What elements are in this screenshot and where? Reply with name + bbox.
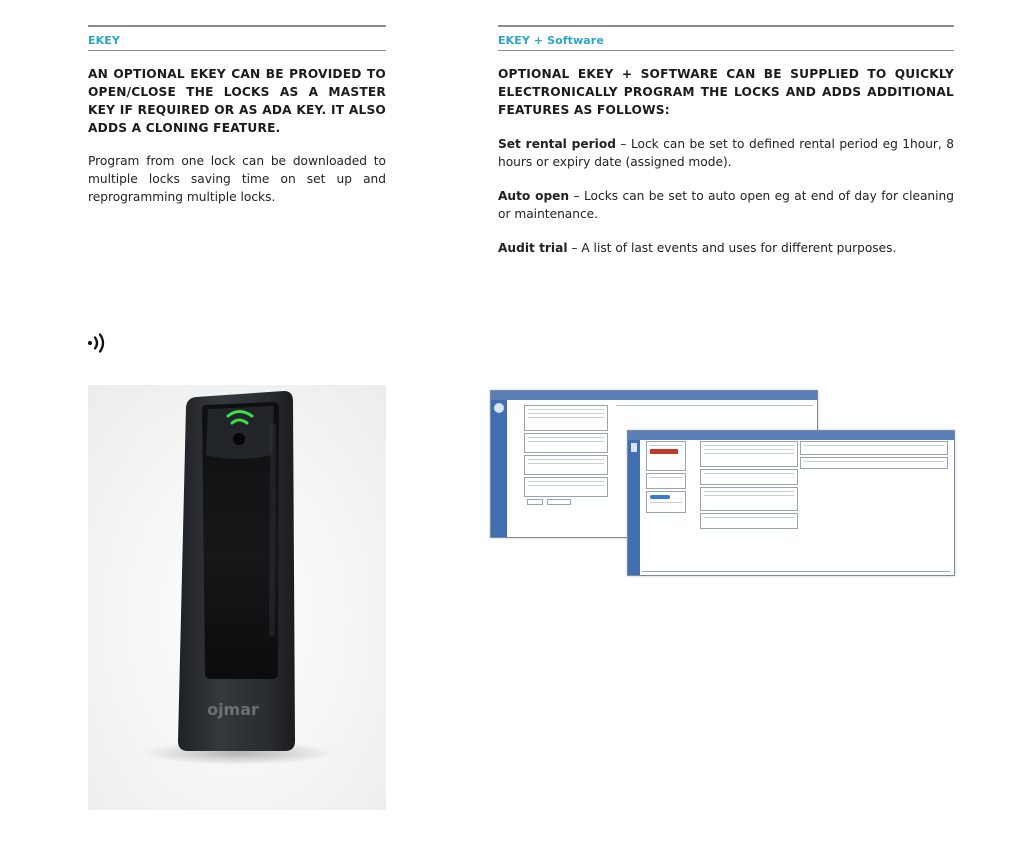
feature-name: Auto open (498, 189, 570, 203)
software-screenshot (490, 390, 956, 578)
brand-logo: ojmar (207, 700, 259, 719)
gear-icon (494, 403, 504, 413)
section-bottom-rule (498, 50, 954, 51)
feature-text: – Locks can be set to auto open eg at end of day for cleaning or maintenance. (498, 189, 954, 221)
feature-text: – A list of last events and uses for different purposes. (567, 241, 897, 255)
feature-name: Set rental period (498, 137, 616, 151)
feature-name: Audit trial (498, 241, 568, 255)
feature-text: – Lock can be set to defined rental period eg 1hour, 8 hours or expiry date (assigned mode). (498, 137, 955, 169)
software-window-front (627, 430, 955, 576)
contactless-signal-icon (86, 331, 110, 355)
body-text: Program from one lock can be downloaded to multiple locks saving time on set up and reprogramming multiple locks. (88, 154, 386, 204)
section-bottom-rule (88, 50, 386, 51)
feature-audit-trial (498, 239, 954, 257)
ekey-device-image (88, 385, 386, 810)
feature-auto-open (498, 187, 954, 223)
lead-text: AN OPTIONAL EKEY CAN BE PROVIDED TO OPEN/CLOSE THE LOCKS AS A MASTER KEY IF REQUIRED OR AS ADA KEY. IT ALSO ADDS A CLONING FEATURE. (88, 67, 386, 135)
ekey-software-section (498, 25, 954, 257)
lead-text: OPTIONAL EKEY + SOFTWARE CAN BE SUPPLIED TO QUICKLY ELECTRONICALLY PROGRAM THE LOCKS AND ADDS ADDITIONAL FEATURES AS FOLLOWS: (498, 67, 954, 117)
feature-rental-period (498, 135, 954, 171)
section-title: EKEY + Software (498, 34, 604, 47)
ekey-section (88, 25, 386, 206)
section-title: EKEY (88, 34, 120, 47)
device-icon (631, 443, 637, 452)
